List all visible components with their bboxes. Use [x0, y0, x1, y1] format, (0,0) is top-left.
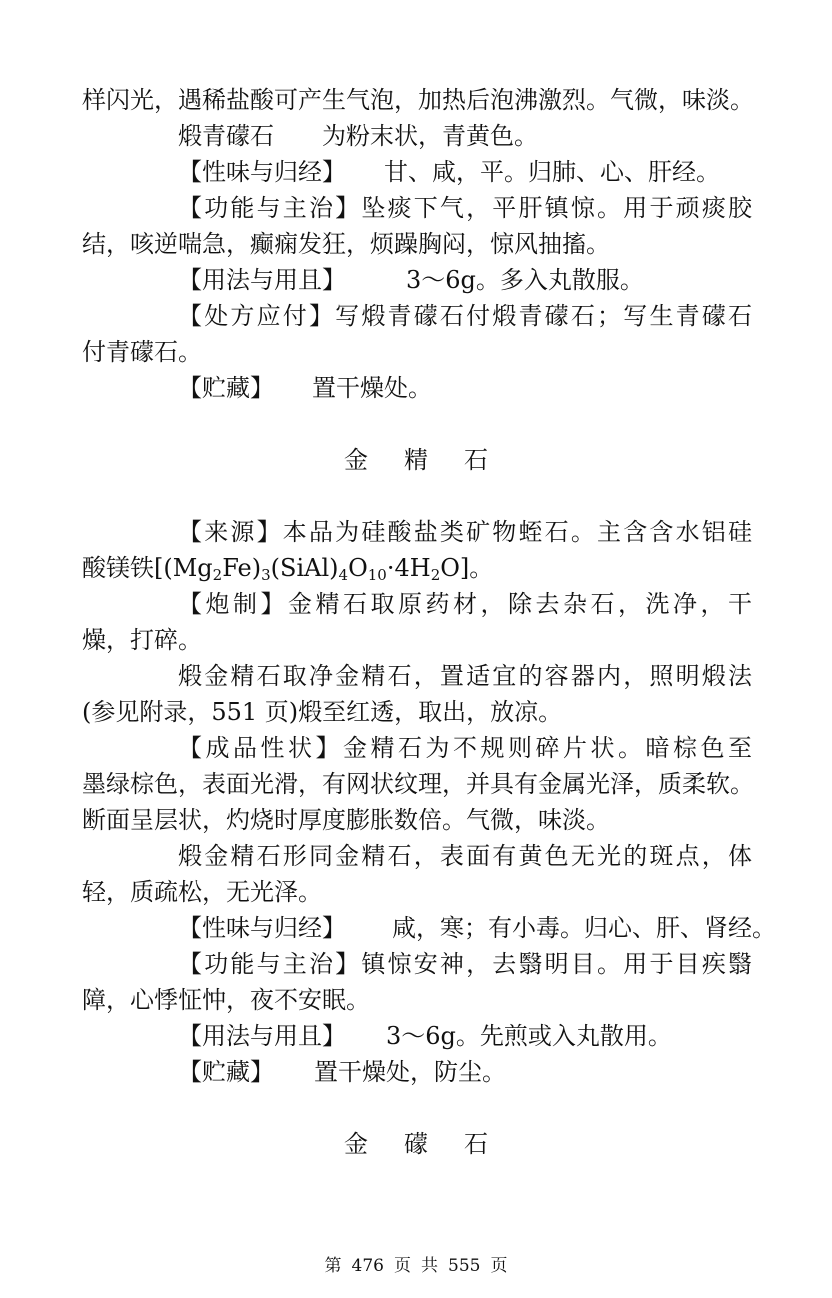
footer-text: 页: [394, 1256, 411, 1276]
formula-subscript: 4: [338, 566, 349, 584]
section-text: 写煅青礞石付煅青礞石；写生青礞石: [335, 302, 753, 330]
text: (参见附录，551 页)煅至红透，取出，放凉。: [82, 698, 563, 726]
paragraph-line: [82, 806, 752, 834]
paragraph-line: [82, 986, 752, 1014]
entry-heading: 金精石: [344, 446, 524, 474]
section-label: 【炮制】: [178, 590, 288, 618]
section-text: 置干燥处，防尘。: [314, 1058, 506, 1086]
entry-calcined-description: [178, 842, 752, 870]
section-text: 甘、咸，平。归肺、心、肝经。: [384, 158, 720, 186]
section-usage: [178, 1022, 752, 1050]
entry-calcined-jinjingshi: [178, 662, 752, 690]
section-label: 【性味与归经】: [178, 914, 346, 942]
entry-name: 金精石: [288, 590, 371, 618]
section-storage: [178, 374, 752, 402]
page-footer: [0, 1255, 832, 1277]
section-functions: [178, 194, 752, 222]
paragraph-line: [82, 626, 752, 654]
total-page-count: 555: [448, 1256, 481, 1276]
paragraph-line: [82, 230, 752, 258]
formula-part: O]。: [440, 554, 494, 582]
section-text: 3～6g。多入丸散服。: [406, 266, 644, 294]
section-text: 3～6g。先煎或入丸散用。: [386, 1022, 672, 1050]
section-text: 置干燥处。: [312, 374, 432, 402]
section-prescription: [178, 302, 752, 330]
section-label: 【来源】: [178, 518, 283, 546]
text: 障，心悸怔忡，夜不安眠。: [82, 986, 370, 1014]
paragraph-line: [82, 878, 752, 906]
text: 燥，打碎。: [82, 626, 202, 654]
entry-text: 取净金精石，置适宜的容器内，照明煅法: [282, 662, 753, 690]
section-text: 取原药材，除去杂石，洗净，干: [370, 590, 752, 618]
section-processing: [178, 590, 752, 618]
formula-part: 酸镁铁[(Mg: [82, 554, 213, 582]
section-usage: [178, 266, 752, 294]
section-label: 【功能与主治】: [178, 194, 362, 222]
entry-name: 煅金精石: [178, 662, 283, 690]
section-label: 【成品性状】: [178, 734, 343, 762]
section-label: 【功能与主治】: [178, 950, 362, 978]
text: 结，咳逆喘急，癫痫发狂，烦躁胸闷，惊风抽搐。: [82, 230, 610, 258]
footer-text: 页: [490, 1256, 508, 1276]
section-label: 【用法与用且】: [178, 266, 346, 294]
entry-name: 煅青礞石: [178, 122, 274, 150]
formula-subscript: 2: [430, 566, 441, 584]
section-text: 坠痰下气，平肝镇惊。用于顽痰胶: [361, 194, 753, 222]
entry-name: 煅金精石: [178, 842, 283, 870]
text: 轻，质疏松，无光泽。: [82, 878, 322, 906]
section-text: 镇惊安神，去翳明目。用于目疾翳: [361, 950, 753, 978]
formula-part: O: [348, 554, 368, 582]
section-properties: [178, 158, 752, 186]
formula-subscript: 2: [212, 566, 223, 584]
section-text: 咸，寒；有小毒。归心、肝、肾经。: [392, 914, 776, 942]
entry-text: 为粉末状，青黄色。: [322, 122, 538, 150]
formula-line: [82, 554, 752, 589]
text: 付青礞石。: [82, 338, 202, 366]
entry-text: 形同金精石，表面有黄色无光的斑点，体: [282, 842, 753, 870]
footer-text: 共: [421, 1256, 438, 1276]
section-label: 【处方应付】: [178, 302, 336, 330]
section-source: [178, 518, 752, 546]
paragraph-line: [82, 698, 752, 726]
section-text: 为不规则碎片状。暗棕色至: [425, 734, 752, 762]
section-storage: [178, 1058, 752, 1086]
formula-part: (SiAl): [270, 554, 339, 582]
formula-part: ·4H: [386, 554, 431, 582]
entry-heading: 金礞石: [344, 1130, 524, 1158]
entry-calcined-qingmengshi: [178, 122, 752, 150]
section-label: 【贮藏】: [178, 1058, 274, 1086]
formula-subscript: 10: [367, 566, 387, 584]
paragraph-line: [82, 770, 752, 798]
section-characters: [178, 734, 752, 762]
formula-subscript: 3: [261, 566, 271, 584]
section-functions: [178, 950, 752, 978]
paragraph-line: [82, 86, 752, 114]
section-label: 【性味与归经】: [178, 158, 346, 186]
entry-name: 金精石: [343, 734, 426, 762]
section-text: 本品为硅酸盐类矿物蛭石。主含含水铝硅: [282, 518, 753, 546]
formula-part: Fe): [222, 554, 262, 582]
text: 墨绿棕色，表面光滑，有网状纹理，并具有金属光泽，质柔软。: [82, 770, 754, 798]
paragraph-line: [82, 338, 752, 366]
current-page-number: 476: [351, 1256, 384, 1276]
section-label: 【用法与用且】: [178, 1022, 346, 1050]
section-properties: [178, 914, 776, 942]
footer-text: 第: [324, 1256, 342, 1276]
text: 断面呈层状，灼烧时厚度膨胀数倍。气微，味淡。: [82, 806, 610, 834]
text: 样闪光，遇稀盐酸可产生气泡，加热后泡沸激烈。气微，味淡。: [82, 86, 754, 114]
section-label: 【贮藏】: [178, 374, 274, 402]
